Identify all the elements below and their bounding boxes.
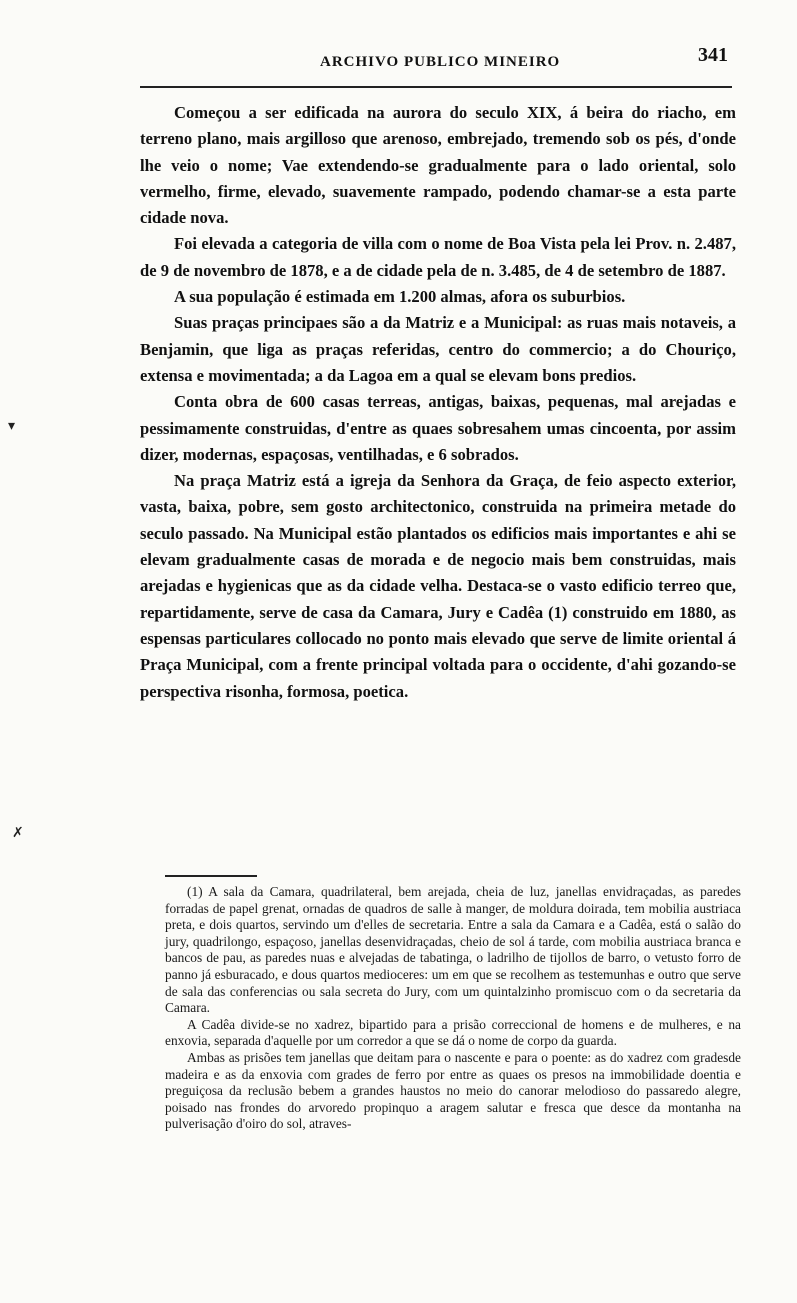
running-title: ARCHIVO PUBLICO MINEIRO [320, 54, 561, 70]
paragraph: Foi elevada a categoria de villa com o nome de Boa Vista pela lei Prov. n. 2.487, de 9 de novembro de 1878, e a de cidade pela de n. 3.485, de 4 de setembro de 1887. [140, 234, 736, 280]
margin-mark: ✗ [12, 826, 24, 841]
footnote-rule [165, 875, 257, 877]
page-header [140, 44, 740, 84]
page-number: 341 [698, 44, 728, 66]
paragraph: Na praça Matriz está a igreja da Senhora da Graça, de feio aspecto exterior, vasta, baixa, pobre, sem gosto architectonico, construida na primeira metade do seculo passado. Na Municipal estão plantados os edificios mais importantes e ahi se elevam gradualmente casas de morada e de negocio mais bem construidas, mais arejadas e hygienicas que as da cidade velha. Destaca-se o vasto edificio terreo que, repartidamente, serve de casa da Camara, Jury e Cadêa (1) construido em 1880, as espensas particulares collocado no ponto mais elevado que serve de limite oriental á Praça Municipal, com a frente principal voltada para o occidente, d'ahi gozando-se perspectiva risonha, formosa, poetica. [140, 471, 736, 701]
paragraph: Começou a ser edificada na aurora do seculo XIX, á beira do riacho, em terreno plano, mais argilloso que arenoso, embrejado, tremendo sob os pés, d'onde lhe veio o nome; Vae extendendo-se gradualmente para o lado oriental, solo vermelho, firme, elevado, suavemente rampado, podendo chamar-se a esta parte cidade nova. [140, 103, 736, 228]
footnotes [165, 884, 741, 1133]
paragraph: Suas praças principaes são a da Matriz e a Municipal: as ruas mais notaveis, a Benjamin, que liga as praças referidas, centro do commercio; a do Chouriço, extensa e movimentada; a da Lagoa em a qual se elevam bons predios. [140, 313, 736, 385]
paragraph: A sua população é estimada em 1.200 almas, afora os suburbios. [174, 287, 626, 307]
footnote: Ambas as prisões tem janellas que deitam para o nascente e para o poente: as do xadrez com gradesde madeira e as da enxovia com grades de ferro por entre as quaes os presos na immobilidade doentia e preguiçosa da reclusão bebem a grandes haustos no meio do canorar melodioso do passaredo alegre, poisado nas frondes do arvoredo propinquo a aragem salutar e fresca que desce da montanha na pulverisação d'oiro do sol, atraves- [165, 1049, 741, 1132]
main-text [140, 100, 736, 705]
footnote: A Cadêa divide-se no xadrez, bipartido para a prisão correccional de homens e de mulheres, e na enxovia, separada d'aquelle por um corredor a que se dá o nome de corpo da guarda. [165, 1016, 741, 1049]
footnote: (1) A sala da Camara, quadrilateral, bem arejada, cheia de luz, janellas envidraçadas, as paredes forradas de papel grenat, ornadas de quadros de salle à manger, de moldura doirada, tem mobilia austriaca preta, e dois quartos, servindo um d'elles de secretaria. Entre a sala da Camara e a Cadêa, está o salão do jury, quadrilongo, espaçoso, janellas desenvidraçadas, cheio de sol á tarde, com mobilia austriaca branca e bancos de pau, as paredes nuas e alvejadas de tabatinga, o ladrilho de tijollos de barro, o vetusto forro de panno já esburacado, e dous quartos medioceres: um em que se recolhem as testemunhas e outro que serve de sala das conferencias ou sala secreta do Jury, com um quintalzinho promiscuo com o da secretaria da Camara. [165, 884, 741, 1016]
paragraph: Conta obra de 600 casas terreas, antigas, baixas, pequenas, mal arejadas e pessimamente construidas, d'entre as quaes sobresahem umas cincoenta, por assim dizer, modernas, espaçosas, ventilhadas, e 6 sobrados. [140, 392, 736, 464]
margin-mark: ▾ [8, 419, 16, 434]
header-rule [140, 86, 732, 88]
